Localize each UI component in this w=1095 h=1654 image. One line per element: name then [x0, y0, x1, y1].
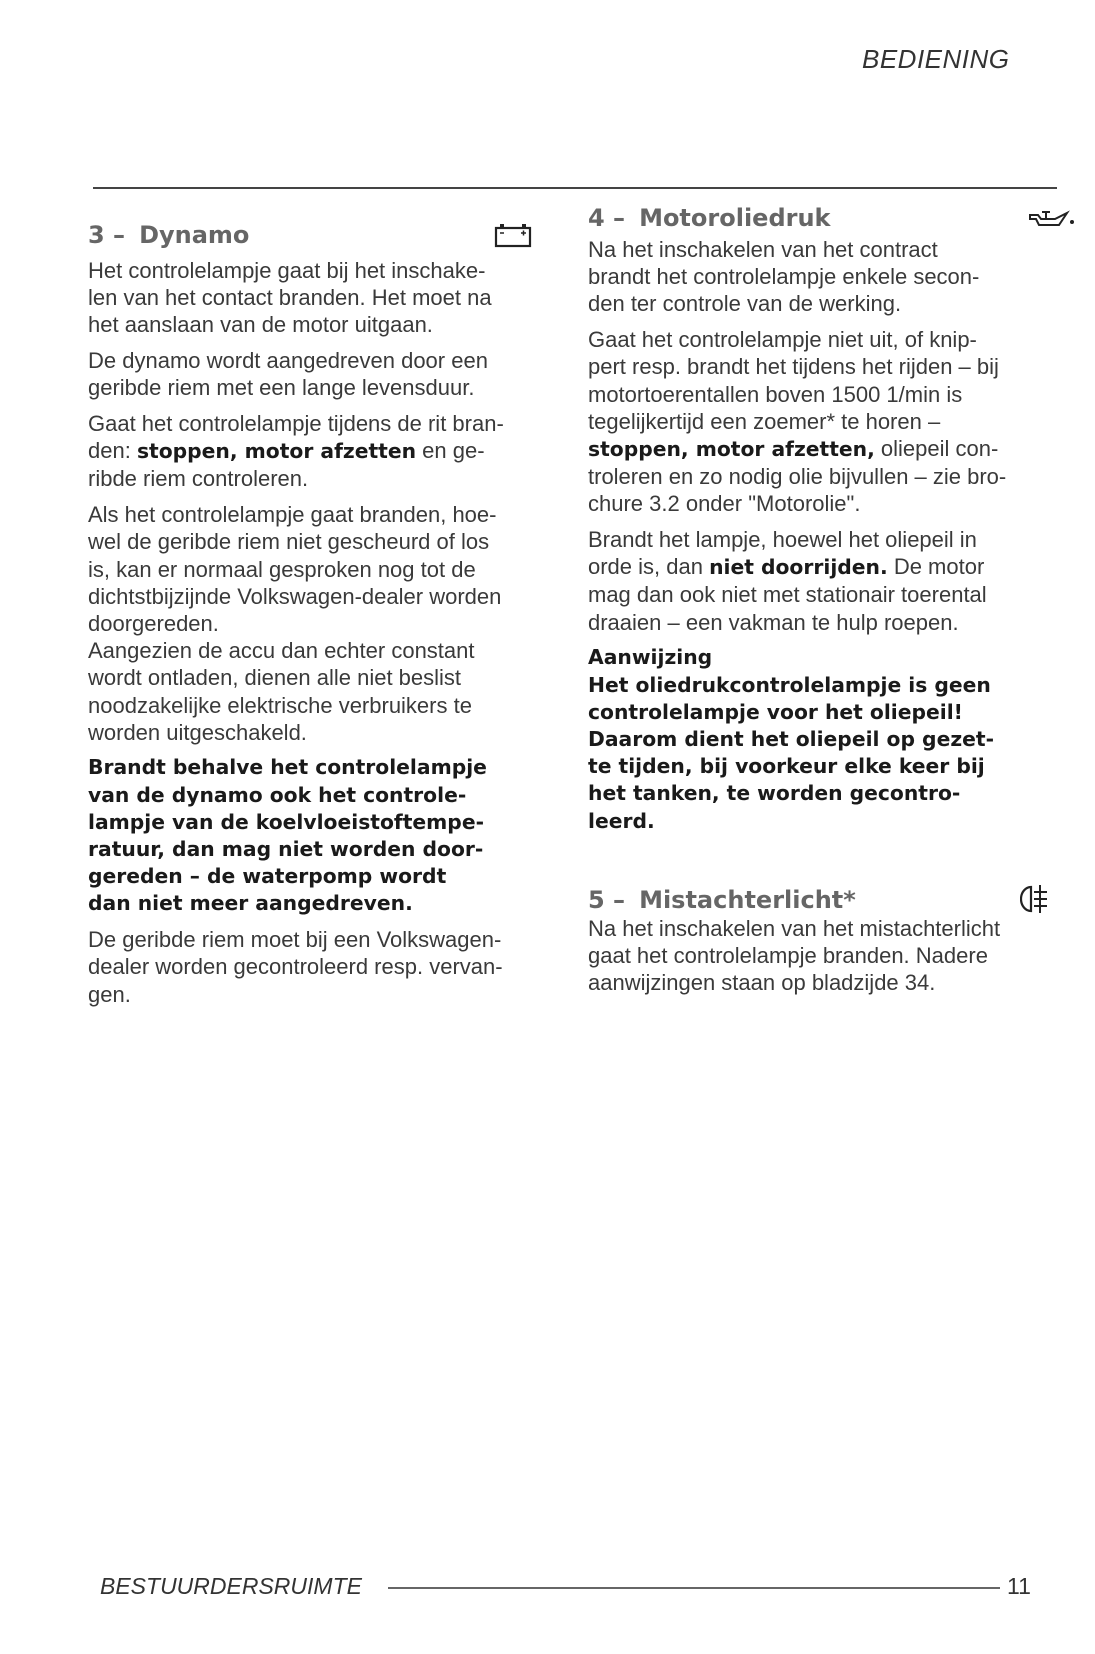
text-line: [88, 284, 568, 311]
text-line: [88, 583, 568, 610]
text-run: motortoerentallen boven 1500 1/min is: [588, 381, 963, 407]
paragraph: [88, 410, 568, 493]
text-run: chure 3.2 onder "Motorolie".: [588, 491, 861, 517]
text-run: Als het controlelampje gaat branden, hoe-: [88, 502, 497, 528]
text-line: [588, 753, 1068, 780]
text-line: [88, 890, 568, 917]
text-line: [588, 236, 1068, 263]
text-run: dichtstbijzijnde Volkswagen-dealer worden: [88, 583, 502, 609]
text-run: pert resp. brandt het tijdens het rijden – bij: [588, 354, 999, 380]
text-line: [588, 263, 1068, 290]
text-run: dan niet meer aangedreven.: [88, 891, 413, 916]
text-line: [88, 347, 568, 374]
text-line: [88, 556, 568, 583]
text-run: het tanken, te worden gecontro-: [588, 781, 961, 806]
section-title: Mistachterlicht*: [639, 886, 856, 914]
text-line: [88, 926, 568, 953]
text-run: lampje van de koelvloeistoftempe-: [88, 809, 484, 834]
text-run: dealer worden gecontroleerd resp. vervan-: [88, 954, 503, 980]
text-run: den:: [88, 438, 137, 464]
text-run: gen.: [88, 981, 131, 1007]
text-line: [88, 782, 568, 809]
bold-text-run: niet doorrijden.: [709, 555, 888, 580]
section-title: Motoroliedruk: [639, 204, 831, 232]
section-oil-pressure: [588, 201, 1068, 843]
section-heading: [588, 883, 1058, 917]
bold-text-run: stoppen, motor afzetten,: [588, 436, 875, 461]
text-line: [88, 809, 568, 836]
oil-can-icon: [1028, 205, 1076, 239]
text-run: tegelijkertijd een zoemer* te horen –: [588, 408, 941, 434]
text-run: Na het inschakelen van het contract: [588, 237, 938, 262]
text-line: [88, 610, 568, 637]
paragraph: [588, 236, 1068, 318]
text-run: Het oliedrukcontrolelampje is geen: [588, 672, 991, 697]
text-line: [588, 526, 1068, 553]
text-run: doorgereden.: [88, 610, 219, 636]
text-line: [88, 257, 568, 284]
text-run: Het controlelampje gaat bij het inschake-: [88, 258, 486, 283]
text-line: [588, 463, 1068, 490]
section-title: Dynamo: [139, 221, 250, 249]
text-line: [588, 553, 1068, 581]
text-line: [588, 290, 1068, 317]
text-run: Daarom dient het oliepeil op gezet-: [588, 726, 994, 751]
text-line: [88, 664, 568, 691]
text-run: leerd.: [588, 808, 655, 833]
paragraph: [588, 326, 1068, 517]
section-heading: [88, 218, 568, 252]
text-line: [588, 672, 1068, 699]
text-run: en ge-: [416, 438, 485, 464]
text-line: [88, 410, 568, 437]
paragraph: [88, 257, 568, 339]
section-number: 5 –: [588, 886, 626, 914]
text-run: draaien – een vakman te hulp roepen.: [588, 609, 959, 635]
text-run: De dynamo wordt aangedreven door een: [88, 348, 488, 374]
text-run: Gaat het controlelampje niet uit, of knip-: [588, 327, 977, 353]
text-run: troleren en zo nodig olie bijvullen – zie bro-: [588, 464, 1007, 490]
text-line: [588, 326, 1068, 353]
paragraph: [588, 526, 1068, 636]
text-run: den ter controle van de werking.: [588, 291, 902, 317]
rear-fog-light-icon: [1020, 883, 1050, 924]
text-line: [588, 353, 1068, 380]
text-line: [88, 501, 568, 528]
text-line: [88, 836, 568, 863]
text-run: ratuur, dan mag niet worden door-: [88, 837, 484, 862]
text-run: mag dan ook niet met stationair toerental: [588, 582, 987, 608]
text-run: ribde riem controleren.: [88, 466, 309, 492]
text-run: worden uitgeschakeld.: [88, 719, 307, 745]
text-line: [588, 942, 1058, 969]
text-line: [588, 581, 1068, 608]
text-line: [88, 719, 568, 746]
text-run: brandt het controlelampje enkele secon-: [588, 264, 980, 290]
text-line: [588, 780, 1068, 807]
text-run: oliepeil con-: [874, 435, 999, 461]
text-line: [88, 528, 568, 555]
text-run: gaat het controlelampje branden. Nadere: [588, 943, 988, 969]
text-line: [588, 408, 1068, 435]
text-run: noodzakelijke elektrische verbruikers te: [88, 692, 472, 718]
text-line: [588, 699, 1068, 726]
text-line: [588, 726, 1068, 753]
footer-divider: [388, 1587, 1000, 1589]
text-line: [88, 953, 568, 980]
text-line: [88, 692, 568, 719]
text-line: [588, 915, 1058, 942]
text-run: geribde riem met een lange levensduur.: [88, 375, 475, 401]
text-line: [88, 981, 568, 1008]
bold-paragraph: [88, 754, 568, 917]
text-run: Aanwijzing: [588, 645, 713, 670]
text-run: Aangezien de accu dan echter constant: [88, 638, 475, 664]
text-run: Brandt behalve het controlelampje: [88, 755, 487, 780]
text-run: wel de geribde riem niet gescheurd of los: [88, 529, 490, 555]
bold-paragraph: [588, 644, 1068, 834]
text-line: [588, 490, 1068, 517]
text-run: is, kan er normaal gesproken nog tot de: [88, 556, 476, 582]
text-line: [88, 863, 568, 890]
battery-icon: [494, 222, 532, 257]
text-run: het aanslaan van de motor uitgaan.: [88, 312, 433, 338]
text-run: De motor: [887, 554, 985, 580]
text-run: controlelampje voor het oliepeil!: [588, 699, 963, 724]
page-number: 11: [1007, 1573, 1031, 1599]
section-dynamo: [88, 218, 568, 1016]
text-run: Brandt het lampje, hoewel het oliepeil in: [588, 527, 977, 553]
text-line: [88, 465, 568, 492]
paragraph: [588, 915, 1058, 997]
section-number: 3 –: [88, 221, 126, 249]
text-run: len van het contact branden. Het moet na: [88, 285, 492, 311]
text-run: van de dynamo ook het controle-: [88, 782, 467, 807]
text-line: [588, 609, 1068, 636]
top-divider: [93, 187, 1057, 189]
text-line: [588, 969, 1058, 996]
text-run: De geribde riem moet bij een Volkswagen-: [88, 927, 502, 953]
text-line: [588, 808, 1068, 835]
text-run: gereden – de waterpomp wordt: [88, 864, 447, 889]
running-header: BEDIENING: [862, 44, 1010, 74]
paragraph: [88, 347, 568, 401]
text-line: [88, 754, 568, 781]
text-line: [88, 637, 568, 664]
text-run: te tijden, bij voorkeur elke keer bij: [588, 754, 985, 779]
text-line: [588, 381, 1068, 408]
text-line: [88, 437, 568, 465]
paragraph: [88, 926, 568, 1008]
text-line: [88, 374, 568, 401]
text-run: orde is, dan: [588, 554, 710, 580]
paragraph: [88, 501, 568, 746]
section-heading: [588, 201, 1068, 235]
section-number: 4 –: [588, 204, 626, 232]
text-line: [588, 644, 1068, 671]
text-run: Na het inschakelen van het mistachterlicht: [588, 916, 1001, 941]
text-line: [88, 311, 568, 338]
bold-text-run: stoppen, motor afzetten: [136, 439, 417, 464]
text-run: Gaat het controlelampje tijdens de rit bran-: [88, 411, 504, 437]
text-run: aanwijzingen staan op bladzijde 34.: [588, 970, 936, 996]
footer-chapter: BESTUURDERSRUIMTE: [100, 1573, 362, 1599]
section-fog-light: [588, 883, 1058, 1005]
text-line: [588, 435, 1068, 463]
text-run: wordt ontladen, dienen alle niet beslist: [88, 665, 462, 691]
